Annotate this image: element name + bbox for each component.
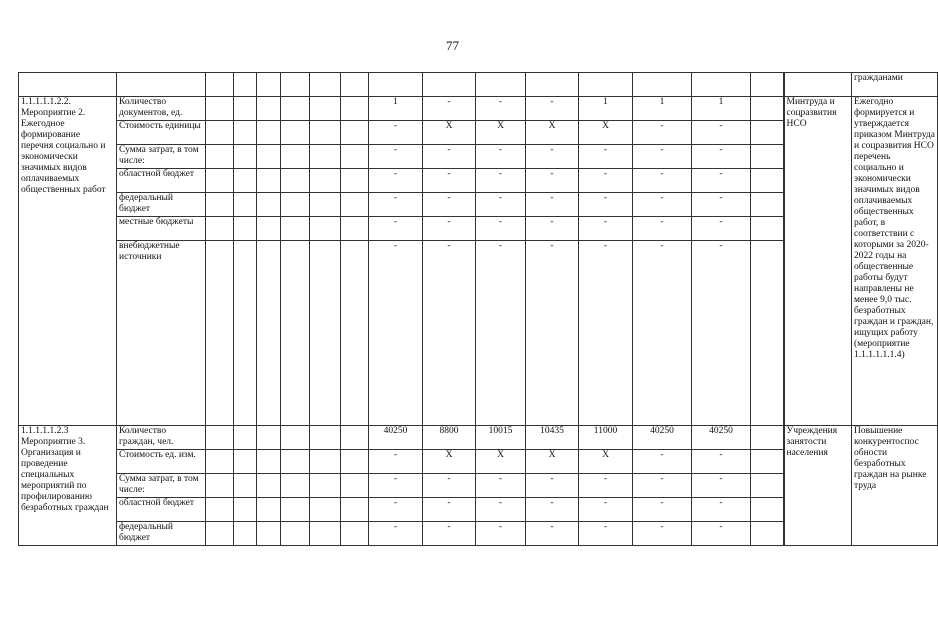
value-cell: - (476, 474, 526, 498)
continuation-row (19, 73, 938, 97)
empty-cell (206, 169, 234, 193)
empty-cell (341, 97, 369, 121)
empty-cell (281, 474, 310, 498)
value-cell: - (369, 522, 423, 546)
value-cell: - (633, 450, 692, 474)
value-cell: - (423, 217, 476, 241)
empty-cell (310, 241, 341, 426)
value-cell: - (633, 522, 692, 546)
value-cell: 1 (579, 97, 633, 121)
empty-cell (257, 217, 281, 241)
value-cell: - (633, 498, 692, 522)
value-cell: Х (476, 121, 526, 145)
empty-cell (751, 193, 784, 217)
empty-cell (751, 169, 784, 193)
value-cell: Х (423, 121, 476, 145)
table-row (19, 426, 938, 450)
empty-cell (234, 169, 257, 193)
value-cell: - (633, 193, 692, 217)
empty-cell (341, 522, 369, 546)
value-cell: - (526, 498, 579, 522)
value-cell: - (476, 169, 526, 193)
value-cell: - (526, 169, 579, 193)
empty-cell (257, 450, 281, 474)
empty-cell (281, 498, 310, 522)
indicator-label: внебюджетные источники (117, 241, 206, 426)
empty-cell (310, 474, 341, 498)
result-cell: гражданами (852, 73, 938, 97)
value-cell: - (692, 241, 751, 426)
value-cell: 1 (692, 97, 751, 121)
value-cell: - (579, 241, 633, 426)
value-cell: - (692, 121, 751, 145)
value-cell: 10015 (476, 426, 526, 450)
indicator-label: федеральный бюджет (117, 522, 206, 546)
value-cell: - (476, 193, 526, 217)
empty-cell (310, 522, 341, 546)
empty-cell (234, 474, 257, 498)
empty-cell (310, 217, 341, 241)
empty-cell (751, 474, 784, 498)
empty-cell (281, 426, 310, 450)
empty-cell (257, 241, 281, 426)
empty-cell (257, 498, 281, 522)
empty-cell (234, 498, 257, 522)
value-cell: - (423, 193, 476, 217)
measure-title: 1.1.1.1.1.2.3 Мероприятие 3. Организация и проведение специальных мероприятий по профилированию безработных граждан (19, 426, 117, 546)
empty-cell (341, 450, 369, 474)
value-cell: - (692, 498, 751, 522)
responsible-executor: Минтруда и соцразвития НСО (784, 97, 852, 426)
empty-cell (281, 193, 310, 217)
empty-cell (206, 426, 234, 450)
value-cell: 40250 (692, 426, 751, 450)
value-cell: Х (579, 450, 633, 474)
value-cell: - (579, 498, 633, 522)
empty-cell (281, 217, 310, 241)
value-cell: Х (423, 450, 476, 474)
value-cell: 10435 (526, 426, 579, 450)
empty-cell (257, 145, 281, 169)
measure-title: 1.1.1.1.1.2.2. Мероприятие 2. Ежегодное формирование перечня социально и экономически значимых видов оплачиваемых общественных работ (19, 97, 117, 426)
empty-cell (310, 498, 341, 522)
indicator-label: Стоимость единицы (117, 121, 206, 145)
value-cell: - (633, 169, 692, 193)
value-cell: - (579, 145, 633, 169)
empty-cell (257, 426, 281, 450)
value-cell: 40250 (633, 426, 692, 450)
value-cell: - (526, 474, 579, 498)
indicator-label: Сумма затрат, в том числе: (117, 145, 206, 169)
table-row (19, 97, 938, 121)
empty-cell (341, 217, 369, 241)
value-cell: - (369, 450, 423, 474)
empty-cell (341, 145, 369, 169)
expected-result: Ежегодно формируется и утверждается приказом Минтруда и соцразвития НСО перечень социально и экономически значимых видов оплачиваемых общественных работ, в соответствии с которыми за 2020-2022 годы на общественные работы будут направлены не менее 9,0 тыс. безработных граждан и граждан, ищущих работу (мероприятие 1.1.1.1.1.1.4) (852, 97, 938, 426)
empty-cell (751, 145, 784, 169)
value-cell: - (369, 121, 423, 145)
value-cell: - (369, 145, 423, 169)
empty-cell (234, 522, 257, 546)
empty-cell (281, 241, 310, 426)
empty-cell (281, 97, 310, 121)
empty-cell (257, 522, 281, 546)
empty-cell (751, 217, 784, 241)
value-cell: - (692, 450, 751, 474)
value-cell: - (369, 193, 423, 217)
value-cell: 1 (633, 97, 692, 121)
empty-cell (206, 121, 234, 145)
value-cell: - (423, 474, 476, 498)
value-cell: 11000 (579, 426, 633, 450)
empty-cell (341, 426, 369, 450)
value-cell: - (423, 145, 476, 169)
empty-cell (310, 450, 341, 474)
empty-cell (257, 121, 281, 145)
value-cell: - (476, 217, 526, 241)
value-cell: - (579, 474, 633, 498)
empty-cell (751, 498, 784, 522)
empty-cell (751, 241, 784, 426)
value-cell: - (633, 241, 692, 426)
value-cell: - (692, 217, 751, 241)
value-cell: - (369, 241, 423, 426)
indicator-label: Сумма затрат, в том числе: (117, 474, 206, 498)
value-cell: - (423, 241, 476, 426)
value-cell: - (526, 241, 579, 426)
empty-cell (281, 121, 310, 145)
empty-cell (751, 97, 784, 121)
empty-cell (206, 522, 234, 546)
empty-cell (281, 169, 310, 193)
empty-cell (206, 474, 234, 498)
value-cell: - (476, 522, 526, 546)
empty-cell (257, 97, 281, 121)
value-cell: - (369, 474, 423, 498)
empty-cell (751, 522, 784, 546)
value-cell: Х (526, 121, 579, 145)
value-cell: 8800 (423, 426, 476, 450)
indicator-label: Количество граждан, чел. (117, 426, 206, 450)
empty-cell (234, 121, 257, 145)
empty-cell (310, 145, 341, 169)
value-cell: - (369, 498, 423, 522)
indicator-label: областной бюджет (117, 498, 206, 522)
value-cell: - (692, 522, 751, 546)
value-cell: Х (579, 121, 633, 145)
empty-cell (234, 97, 257, 121)
empty-cell (234, 217, 257, 241)
empty-cell (310, 426, 341, 450)
value-cell: - (579, 217, 633, 241)
empty-cell (206, 193, 234, 217)
value-cell: - (579, 193, 633, 217)
empty-cell (206, 498, 234, 522)
empty-cell (281, 450, 310, 474)
empty-cell (206, 217, 234, 241)
empty-cell (281, 522, 310, 546)
value-cell: - (476, 145, 526, 169)
value-cell: Х (526, 450, 579, 474)
value-cell: 40250 (369, 426, 423, 450)
value-cell: - (633, 474, 692, 498)
indicator-label: Стоимость ед. изм. (117, 450, 206, 474)
value-cell: - (692, 474, 751, 498)
empty-cell (751, 450, 784, 474)
empty-cell (281, 145, 310, 169)
empty-cell (341, 498, 369, 522)
responsible-executor: Учреждения занятости населения (784, 426, 852, 546)
value-cell: - (692, 169, 751, 193)
value-cell: - (476, 241, 526, 426)
expected-result: Повышение конкурентоспос обности безработных граждан на рынке труда (852, 426, 938, 546)
value-cell: - (579, 169, 633, 193)
value-cell: - (423, 97, 476, 121)
value-cell: - (476, 498, 526, 522)
value-cell: - (526, 217, 579, 241)
empty-cell (234, 241, 257, 426)
empty-cell (751, 121, 784, 145)
value-cell: Х (476, 450, 526, 474)
indicator-label: Количество документов, ед. (117, 97, 206, 121)
value-cell: - (369, 217, 423, 241)
value-cell: - (526, 522, 579, 546)
value-cell: - (692, 193, 751, 217)
value-cell: - (476, 97, 526, 121)
value-cell: - (423, 498, 476, 522)
empty-cell (341, 169, 369, 193)
empty-cell (206, 145, 234, 169)
value-cell: - (579, 522, 633, 546)
empty-cell (206, 97, 234, 121)
value-cell: - (526, 193, 579, 217)
value-cell: 1 (369, 97, 423, 121)
empty-cell (234, 426, 257, 450)
page-number: 77 (446, 38, 459, 53)
empty-cell (234, 145, 257, 169)
empty-cell (310, 193, 341, 217)
empty-cell (234, 450, 257, 474)
value-cell: - (369, 169, 423, 193)
empty-cell (257, 474, 281, 498)
empty-cell (751, 426, 784, 450)
indicator-label: федеральный бюджет (117, 193, 206, 217)
empty-cell (310, 97, 341, 121)
value-cell: - (423, 522, 476, 546)
value-cell: - (633, 145, 692, 169)
empty-cell (257, 169, 281, 193)
empty-cell (341, 121, 369, 145)
indicator-label: областной бюджет (117, 169, 206, 193)
empty-cell (341, 474, 369, 498)
empty-cell (310, 169, 341, 193)
empty-cell (257, 193, 281, 217)
value-cell: - (633, 121, 692, 145)
empty-cell (206, 241, 234, 426)
program-table (18, 72, 938, 546)
empty-cell (310, 121, 341, 145)
value-cell: - (633, 217, 692, 241)
indicator-label: местные бюджеты (117, 217, 206, 241)
value-cell: - (526, 97, 579, 121)
empty-cell (341, 193, 369, 217)
empty-cell (206, 450, 234, 474)
value-cell: - (423, 169, 476, 193)
empty-cell (341, 241, 369, 426)
value-cell: - (692, 145, 751, 169)
empty-cell (234, 193, 257, 217)
value-cell: - (526, 145, 579, 169)
